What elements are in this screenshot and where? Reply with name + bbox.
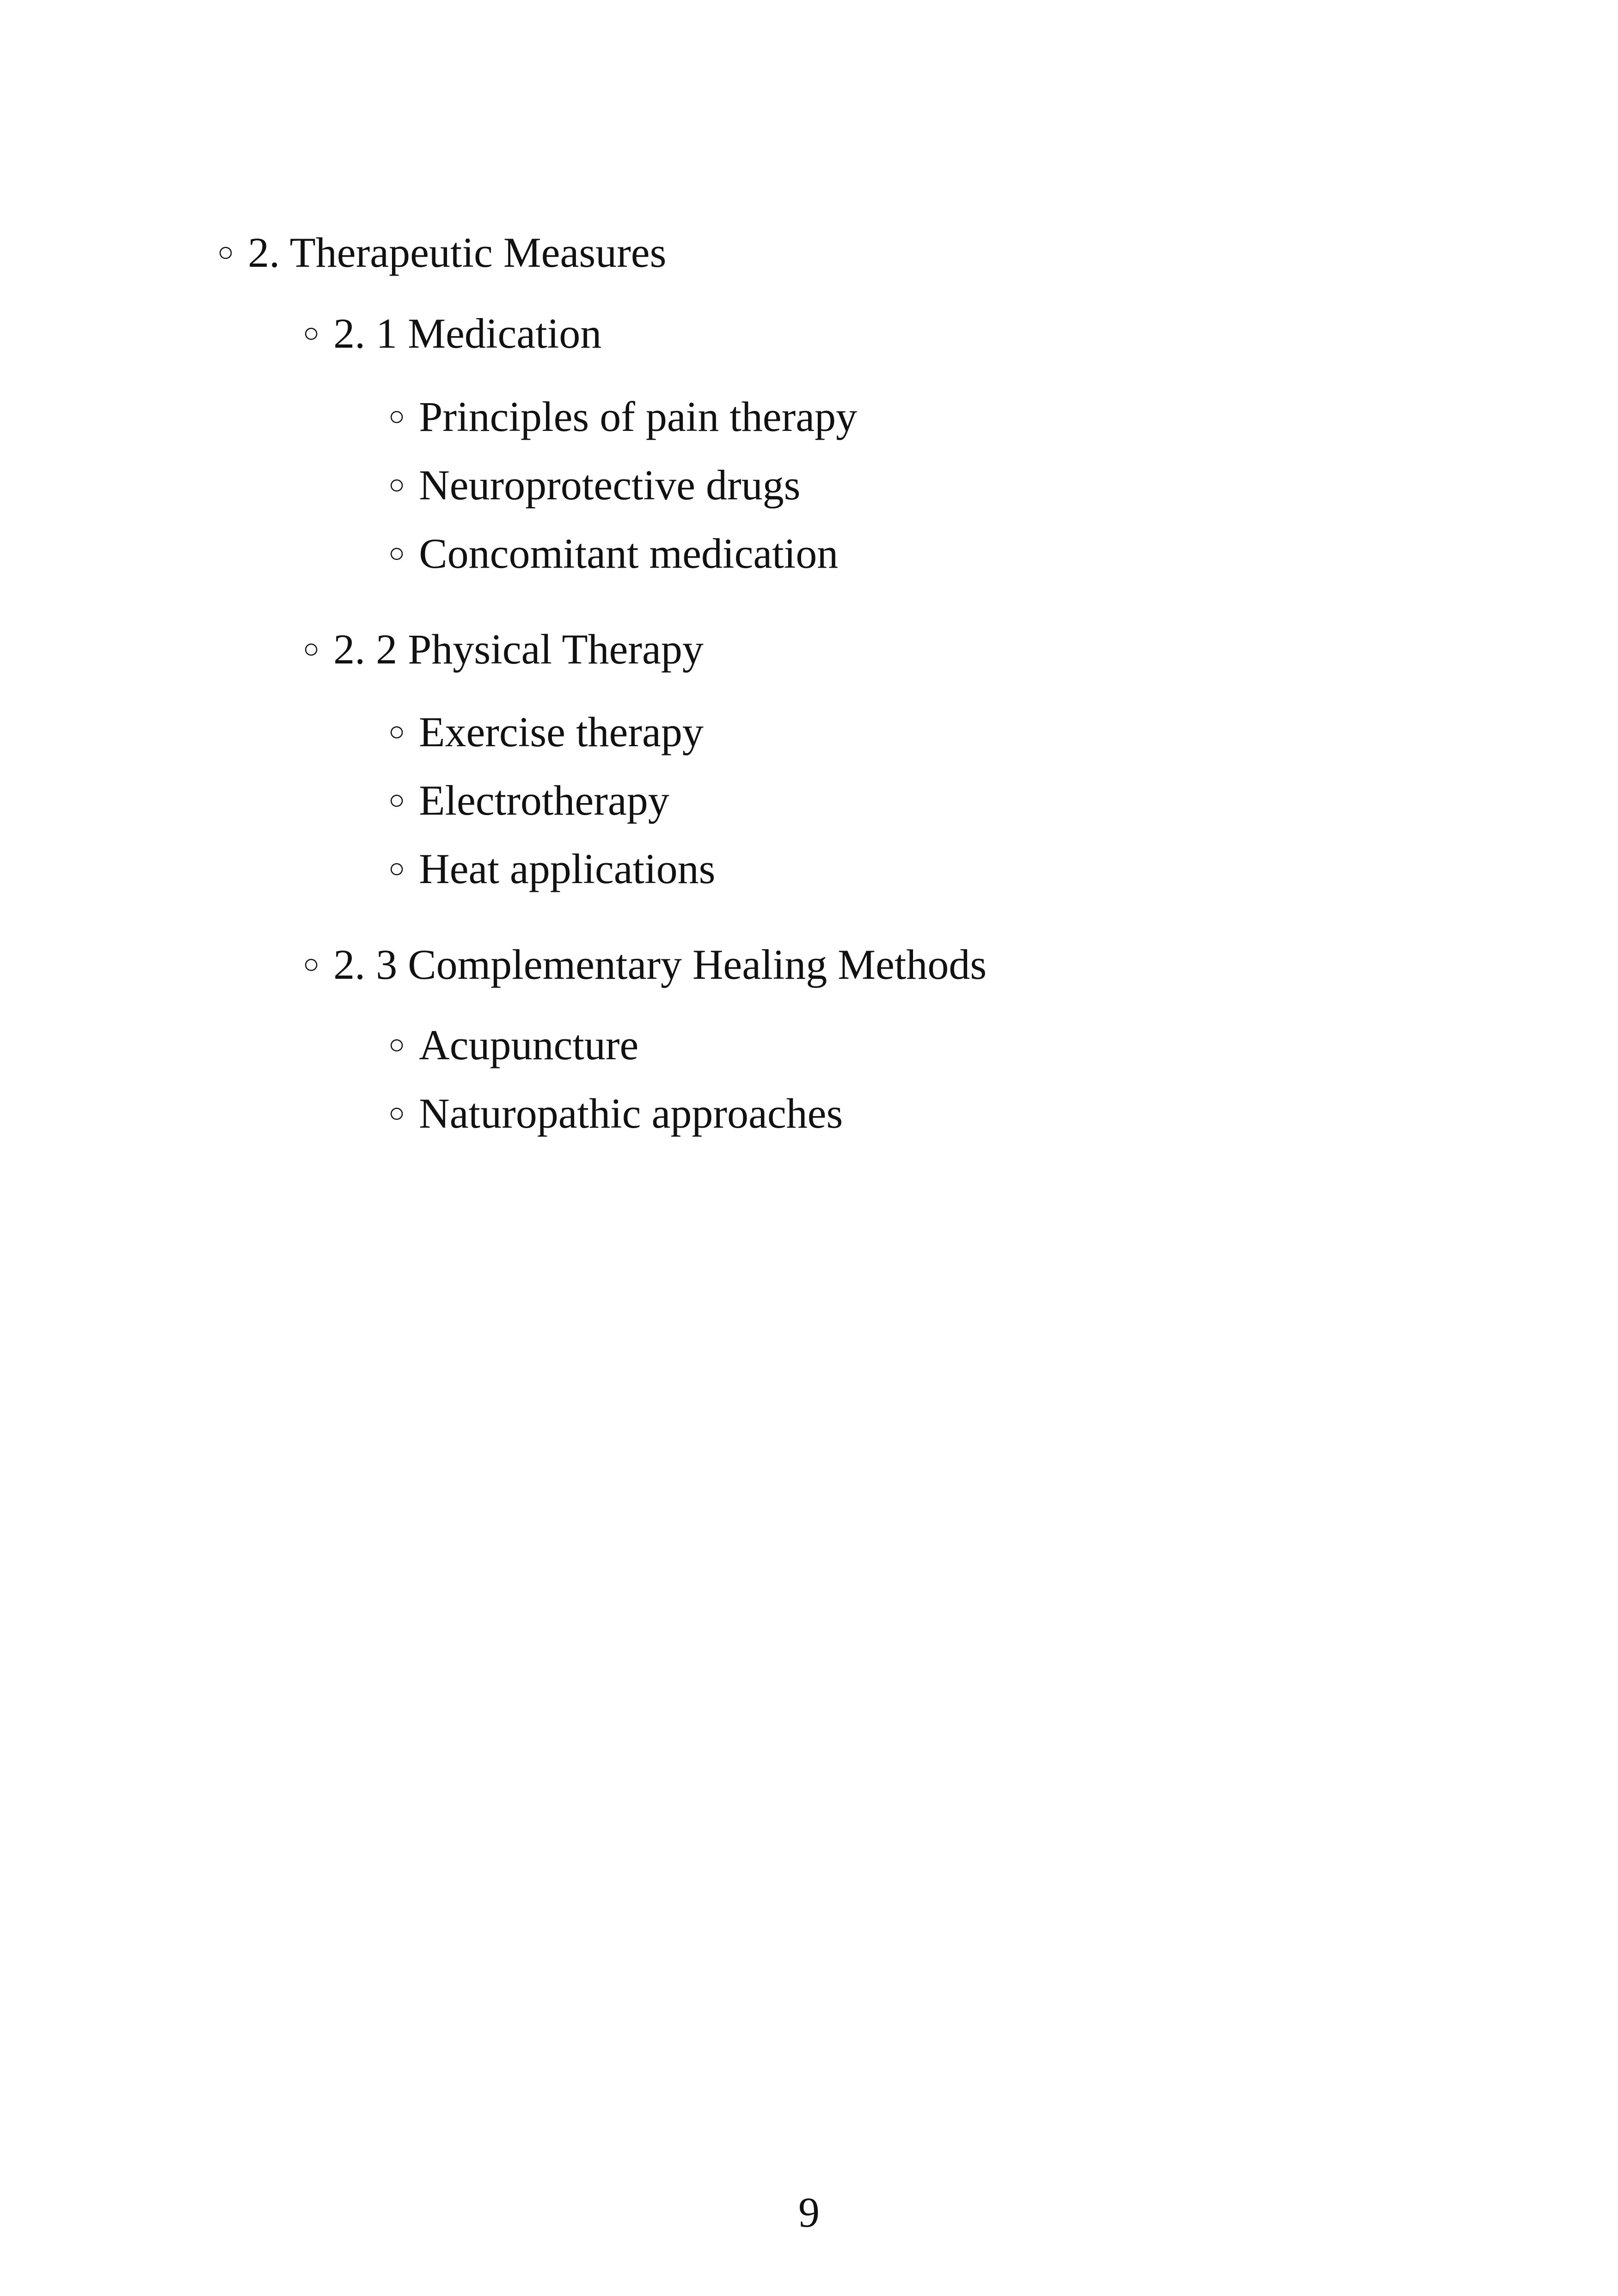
subsection-heading-physical-therapy — [303, 623, 704, 675]
subsection-heading-medication — [303, 307, 601, 359]
list-item-text: Concomitant medication — [419, 530, 839, 577]
list-item-text: Heat applications — [419, 845, 716, 892]
page-number: 9 — [798, 2189, 820, 2236]
list-item — [388, 1087, 843, 1139]
subsection-heading-complementary-healing — [303, 939, 987, 990]
list-item — [388, 459, 800, 510]
hollow-circle-bullet-icon: ○ — [388, 785, 405, 815]
list-item — [388, 1019, 638, 1070]
hollow-circle-bullet-icon: ○ — [303, 949, 320, 979]
list-item-text: Neuroprotective drugs — [419, 461, 801, 509]
list-item — [388, 528, 838, 579]
hollow-circle-bullet-icon: ○ — [388, 401, 405, 431]
hollow-circle-bullet-icon: ○ — [388, 853, 405, 884]
hollow-circle-bullet-icon: ○ — [388, 469, 405, 500]
list-item-text: Principles of pain therapy — [419, 393, 858, 440]
list-item — [388, 706, 704, 757]
list-item — [388, 774, 669, 826]
list-item — [388, 391, 857, 442]
subsection-heading-text: 2. 2 Physical Therapy — [333, 626, 704, 673]
hollow-circle-bullet-icon: ○ — [303, 318, 320, 348]
hollow-circle-bullet-icon: ○ — [388, 716, 405, 747]
list-item-text: Exercise therapy — [419, 708, 704, 755]
list-item-text: Acupuncture — [419, 1021, 639, 1068]
list-item — [388, 843, 715, 894]
hollow-circle-bullet-icon: ○ — [303, 633, 320, 664]
list-item-text: Electrotherapy — [419, 777, 669, 824]
subsection-heading-text: 2. 1 Medication — [333, 310, 602, 357]
subsection-heading-text: 2. 3 Complementary Healing Methods — [333, 941, 987, 988]
hollow-circle-bullet-icon: ○ — [388, 1098, 405, 1128]
list-item-text: Naturopathic approaches — [419, 1090, 843, 1137]
section-heading — [217, 227, 666, 278]
hollow-circle-bullet-icon: ○ — [217, 237, 234, 267]
hollow-circle-bullet-icon: ○ — [388, 1029, 405, 1060]
hollow-circle-bullet-icon: ○ — [388, 538, 405, 568]
section-heading-text: 2. Therapeutic Measures — [248, 229, 667, 276]
